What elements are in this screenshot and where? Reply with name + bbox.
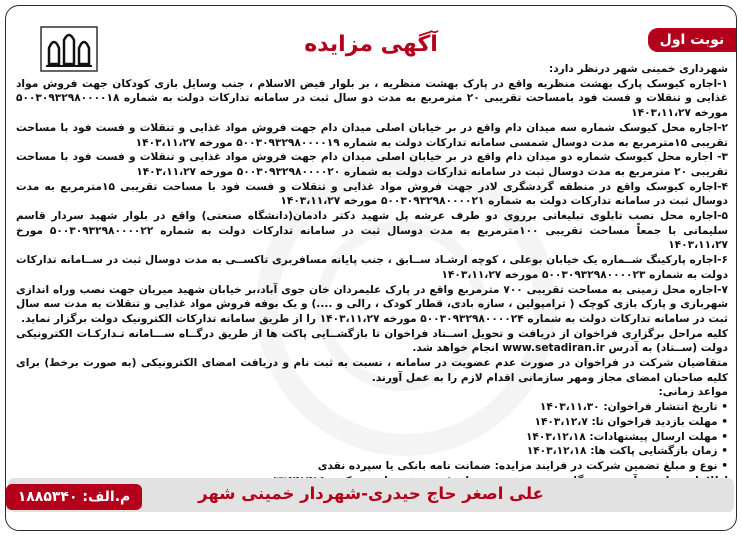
intro-line: شهرداری خمینی شهر درنظر دارد: xyxy=(549,63,728,75)
item-7: ۷-اجاره محل زمینی به مساحت تقریبی ۷۰۰ مترمربع واقع در پارک علیمردان خان جوی آباد،بر خیابان شهید میریان جهت نصب وراه اندازی شهربازی و پارک بازی کوچک ( ترامپولین ، سازه بادی، قطار کودک ، رالی و ....) و یک بوفه فروش مواد غذایی و تنقلات به مدت سه سال ثبت در سامانه تدارکات دولت به شماره ۵۰۰۳۰۹۳۲۹۸۰۰۰۰۲۴ مورخه ۱۴۰۳،۱۱،۲۷ را از طریق سامانه تدارکات الکترونیک دولت برگزار نماید. xyxy=(16,283,728,325)
applicants-note: متقاضیان شرکت در فراخوان در صورت عدم عضویت در سامانه ، نسبت به ثبت نام و دریافت امضای الکترونیکی (به صورت برخط) برای کلیه صاحبان امضای مجاز ومهر سازمانی اقدام لازم را به عمل آورند. xyxy=(16,357,728,384)
ad-code-badge: م.الف: ۱۸۸۵۳۴۰ xyxy=(6,484,142,510)
item-3: ۳- اجاره محل کیوسک شماره دو میدان دام واقع در بر خیابان اصلی میدان دام جهت فروش مواد غذایی و تنقلات و فست فود با مساحت تقریبی ۲۰ مترمربع به مدت دوسال ثبت در سامانه تدارکات دولت به شماره ۵۰۰۳۰۹۳۲۹۸۰۰۰۰۲۰ مورخه ۱۴۰۳،۱۱،۲۷ xyxy=(16,151,728,178)
process-note xyxy=(16,327,728,356)
timeline-item: • زمان بازگشایی پاکت ها: ۱۴۰۳،۱۲،۱۸ xyxy=(16,444,728,459)
timeline-item: • نوع و مبلغ تضمین شرکت در فرایند مزایده: ضمانت نامه بانکی یا سپرده نقدی xyxy=(16,459,728,474)
signature-name: علی اصغر حاج حیدری-شهردار خمینی شهر xyxy=(198,484,544,503)
timeline-item: • مهلت بازدید فراخوان تا: ۱۴۰۳،۱۲،۷ xyxy=(16,415,728,430)
process-note-text: کلیه مراحل برگزاری فراخوان از دریافت و تحویل اســناد فراخوان تا بازگشــایی پاکت ها از طریق درگــاه ســـامانه تـدارکـات الکترونیکی دولت (ســتاد) به آدرس xyxy=(16,327,728,355)
item-5: ۵-اجاره محل نصب تابلوی تبلیغاتی برروی دو طرف عرشه پل شهید دکتر دادمان(دانشگاه صنعتی) واقع در بلوار شهید سردار قاسم سلیمانی با جمعاً مساحت تقریبی ۱۰۰مترمربع به مدت دوسال ثبت در سامانه تدارکات دولت به شماره ۵۰۰۳۰۹۳۲۹۸۰۰۰۰۲۲ مورخ ۱۴۰۳،۱۱،۲۷ xyxy=(16,210,728,252)
timeline-item: • مهلت ارسال پیشنهادات: ۱۴۰۳،۱۲،۱۸ xyxy=(16,430,728,445)
setad-url-link[interactable]: www.setadiran.ir xyxy=(502,342,605,355)
round-badge: نوبت اول xyxy=(648,28,736,52)
process-note-end: انجام خواهد شد. xyxy=(412,342,499,355)
item-1: ۱-اجاره کیوسک پارک بهشت منظریه واقع در پارک بهشت منظریه ، بر بلوار فیض الاسلام ، جنب وسایل بازی کودکان جهت فروش مواد غذایی و تنقلات و فست فود بامساحت تقریبی ۲۰ مترمربع به مدت دو سال ثبت در سامانه تدارکات دولت به شماره ۵۰۰۳۰۹۳۲۹۸۰۰۰۰۱۸ مورخه ۱۴۰۳،۱۱،۲۷ xyxy=(16,77,728,120)
item-4: ۴-اجاره کیوسک واقع در منطقه گردشگری لادر جهت فروش مواد غذایی و تنقلات و فست فود با مساحت تقریبی ۱۵مترمربع به مدت دوسال ثبت در سامانه تدارکات دولت به شماره ۵۰۰۳۰۹۳۲۹۸۰۰۰۰۲۱ مورخه ۱۴۰۳،۱۱،۲۷ xyxy=(16,180,728,208)
timeline-heading: مواعد زمانی: xyxy=(658,386,728,399)
item-2: ۲-اجاره محل کیوسک شماره سه میدان دام واقع در بر خیابان اصلی میدان دام جهت فروش مواد غذایی و تنقلات و فست فود با مساحت تقریبی ۱۵مترمربع به مدت دوسال شمسی سامانه تدارکات دولت به شماره ۵۰۰۳۰۹۳۲۹۸۰۰۰۰۱۹ مورخه ۱۴۰۳،۱۱،۲۷ xyxy=(16,121,728,149)
timeline-item: • تاریخ انتشار فراخوان: ۱۴۰۳،۱۱،۳۰ xyxy=(16,400,728,415)
ad-title: آگهی مزایده xyxy=(304,32,438,57)
item-6: ۶-اجاره پارکینگ شــماره یک خیابان بوعلی ، کوچه ارشـاد ســابق ، جنب پایانه مسافربری تاکســی به مدت دوسال ثبت در ســامانه تدارکات دولت به شماره ۵۰۰۳۰۹۳۲۹۸۰۰۰۰۲۳ مورخه ۱۴۰۳،۱۱،۲۷ xyxy=(16,254,728,281)
ad-body xyxy=(16,62,728,488)
